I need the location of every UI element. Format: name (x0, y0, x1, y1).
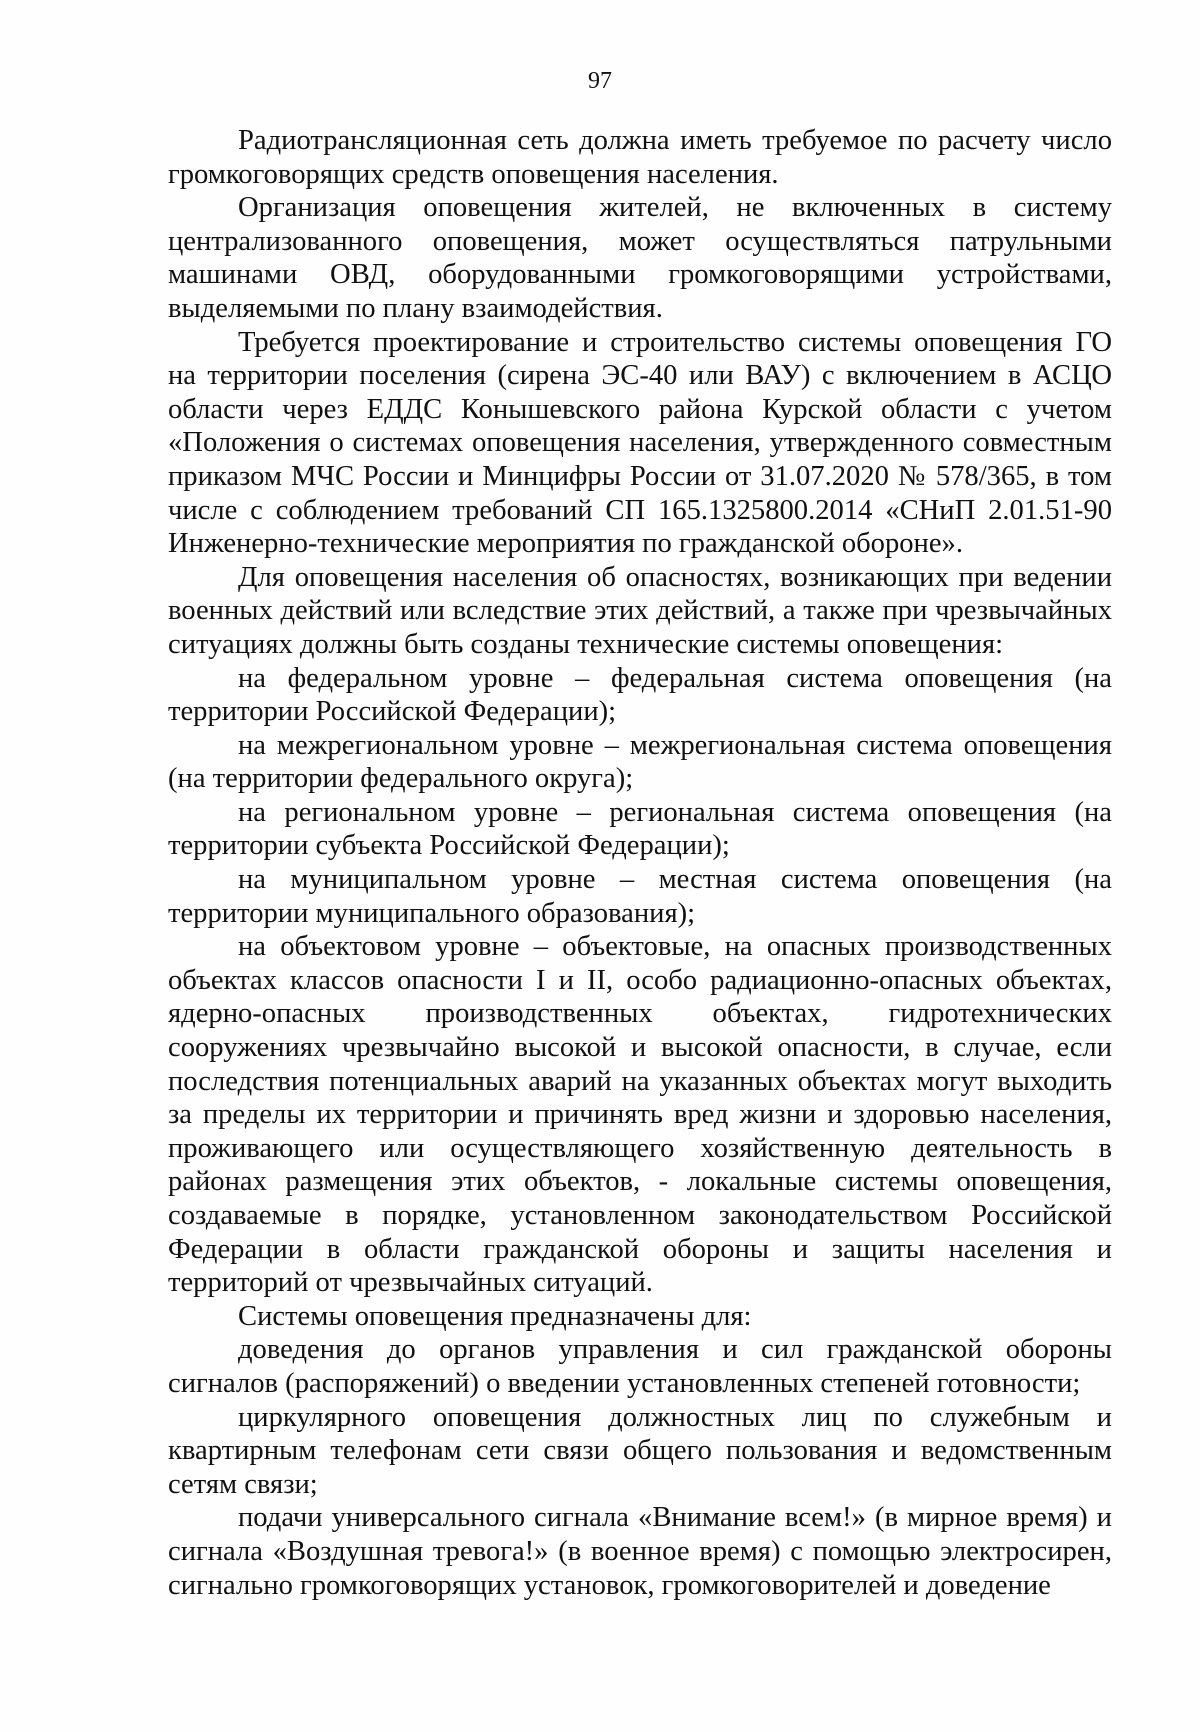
paragraph: Требуется проектирование и строительство системы оповещения ГО на территории поселения (сирена ЭС-40 или ВАУ) с включением в АСЦО области через ЕДДС Конышевского района Курской области с учетом «Положения о системах оповещения населения, утвержденного совместным приказом МЧС России и Минцифры России от 31.07.2020 № 578/365, в том числе с соблюдением требований СП 165.1325800.2014 «СНиП 2.01.51-90 Инженерно-технические мероприятия по гражданской обороне». (168, 326, 1112, 560)
paragraph: Для оповещения населения об опасностях, возникающих при ведении военных действий или вследствие этих действий, а также при чрезвычайных ситуациях должны быть созданы технические системы оповещения: (168, 561, 1112, 660)
body-text (168, 124, 1112, 1602)
page-number: 97 (588, 68, 612, 94)
paragraph: доведения до органов управления и сил гражданской обороны сигналов (распоряжений) о введении установленных степеней готовности; (168, 1334, 1112, 1399)
paragraph: на федеральном уровне – федеральная система оповещения (на территории Российской Федерации); (168, 662, 1112, 728)
paragraph: Системы оповещения предназначены для: (238, 1300, 752, 1332)
paragraph: на региональном уровне – региональная система оповещения (на территории субъекта Российской Федерации); (168, 796, 1112, 862)
paragraph: Радиотрансляционная сеть должна иметь требуемое по расчету число громкоговорящих средств оповещения населения. (168, 125, 1112, 190)
paragraph: подачи универсального сигнала «Внимание всем!» (в мирное время) и сигнала «Воздушная тревога!» (в военное время) с помощью электросирен, сигнально громкоговорящих установок, громкоговорителей и доведение (168, 1502, 1112, 1601)
paragraph: циркулярного оповещения должностных лиц по служебным и квартирным телефонам сети связи общего пользования и ведомственным сетям связи; (168, 1401, 1112, 1500)
paragraph: на объектовом уровне – объектовые, на опасных производственных объектах классов опасности I и II, особо радиационно-опасных объектах, ядерно-опасных производственных объектах, гидротехнических сооружениях чрезвычайно высокой и высокой опасности, в случае, если последствия потенциальных аварий на указанных объектах могут выходить за пределы их территории и причинять вред жизни и здоровью населения, проживающего или осуществляющего хозяйственную деятельность в районах размещения этих объектов, - локальные системы оповещения, создаваемые в порядке, установленном законодательством Российской Федерации в области гражданской обороны и защиты населения и территорий от чрезвычайных ситуаций. (168, 931, 1112, 1299)
paragraph: Организация оповещения жителей, не включенных в систему централизованного оповещения, может осуществляться патрульными машинами ОВД, оборудованными громкоговорящими устройствами, выделяемыми по плану взаимодействия. (168, 192, 1112, 324)
paragraph: на межрегиональном уровне – межрегиональная система оповещения (на территории федерального округа); (168, 729, 1112, 795)
paragraph: на муниципальном уровне – местная система оповещения (на территории муниципального образования); (168, 864, 1112, 929)
